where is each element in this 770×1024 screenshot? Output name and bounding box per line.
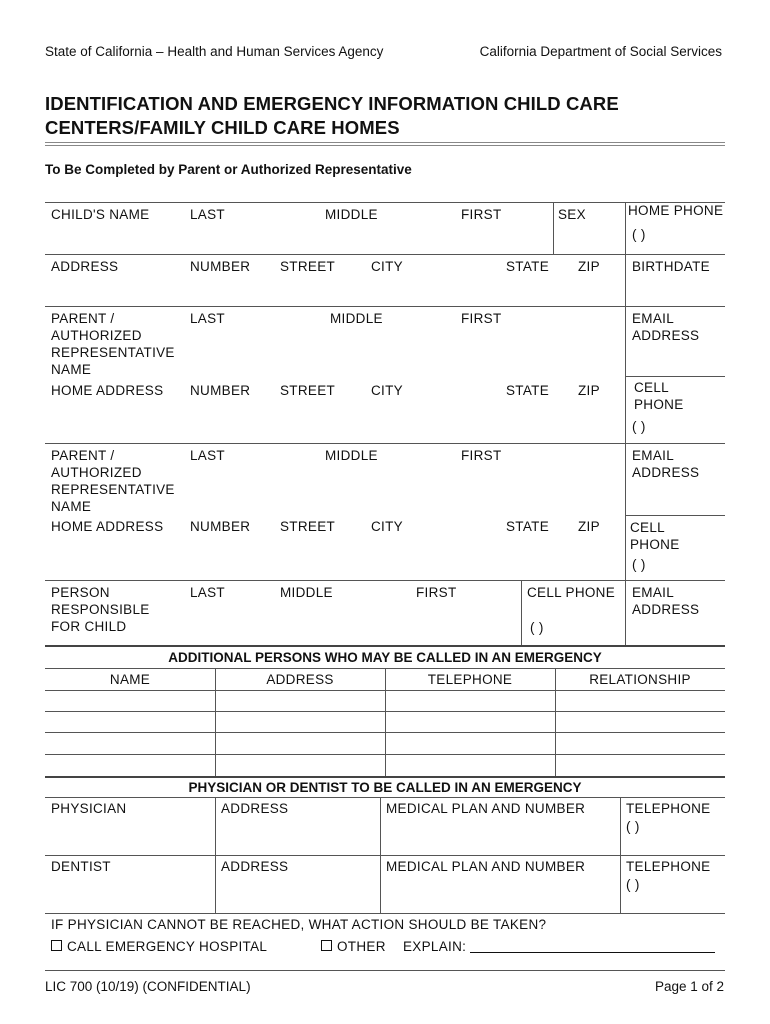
rule [45, 443, 725, 444]
parent2-last-label: LAST [190, 448, 225, 463]
rule [45, 776, 725, 778]
rule [45, 306, 725, 307]
dentist-medical-plan-label: MEDICAL PLAN AND NUMBER [386, 859, 586, 874]
parent1-middle-label: MIDDLE [330, 311, 383, 326]
physician-telephone-area[interactable]: ( ) [626, 819, 640, 834]
rule [215, 668, 216, 776]
parent1-city-label: CITY [371, 383, 403, 398]
parent2-cell-phone-label: CELL PHONE [630, 520, 680, 552]
parent2-city-label: CITY [371, 519, 403, 534]
rule [385, 668, 386, 776]
parent2-middle-label: MIDDLE [325, 448, 378, 463]
child-home-phone-area[interactable]: ( ) [632, 227, 646, 242]
parent2-first-label: FIRST [461, 448, 502, 463]
parent1-first-label: FIRST [461, 311, 502, 326]
parent2-state-label: STATE [506, 519, 550, 534]
responsible-middle-label: MIDDLE [280, 585, 333, 600]
physician-label: PHYSICIAN [51, 801, 127, 816]
parent2-cell-phone-area[interactable]: ( ) [632, 557, 646, 572]
parent1-last-label: LAST [190, 311, 225, 326]
emergency-row[interactable] [45, 690, 725, 691]
rule [45, 855, 725, 856]
child-first-label: FIRST [461, 207, 502, 222]
physician-telephone-label: TELEPHONE [626, 801, 711, 816]
parent2-street-label: STREET [280, 519, 336, 534]
rule [45, 202, 450, 203]
other-checkbox[interactable] [321, 940, 332, 951]
action-question: IF PHYSICIAN CANNOT BE REACHED, WHAT ACTION SHOULD BE TAKEN? [51, 917, 547, 932]
form-subtitle: To Be Completed by Parent or Authorized Representative [45, 162, 412, 177]
physician-heading: PHYSICIAN OR DENTIST TO BE CALLED IN AN EMERGENCY [188, 780, 582, 795]
parent1-home-address-label: HOME ADDRESS [51, 383, 164, 398]
call-hospital-checkbox[interactable] [51, 940, 62, 951]
call-hospital-option[interactable] [51, 938, 267, 955]
form-title: IDENTIFICATION AND EMERGENCY INFORMATION CHILD CARE CENTERS/FAMILY CHILD CARE HOMES [45, 93, 619, 138]
emergency-col-telephone: TELEPHONE [427, 672, 513, 687]
child-state-label: STATE [506, 259, 550, 274]
agency-header: State of California – Health and Human Services Agency [45, 44, 384, 59]
child-last-label: LAST [190, 207, 225, 222]
child-address-label: ADDRESS [51, 259, 119, 274]
rule [555, 668, 556, 776]
parent2-email-label: EMAIL ADDRESS [632, 448, 700, 480]
rule [521, 580, 522, 645]
dentist-telephone-label: TELEPHONE [626, 859, 711, 874]
rule [45, 913, 725, 914]
child-home-phone-label: HOME PHONE [628, 203, 724, 218]
parent1-street-label: STREET [280, 383, 336, 398]
rule [45, 970, 725, 971]
emergency-row[interactable] [45, 754, 725, 755]
responsible-cell-phone-label: CELL PHONE [527, 585, 616, 600]
rule [625, 515, 725, 516]
responsible-email-label: EMAIL ADDRESS [632, 585, 700, 617]
explain-label: EXPLAIN: [403, 939, 467, 954]
form-id: LIC 700 (10/19) (CONFIDENTIAL) [45, 979, 251, 994]
parent1-number-label: NUMBER [190, 383, 251, 398]
other-label: OTHER [337, 939, 386, 954]
dentist-address-label: ADDRESS [221, 859, 289, 874]
child-sex-label: SEX [558, 207, 586, 222]
explain-field[interactable] [403, 938, 715, 955]
responsible-first-label: FIRST [416, 585, 457, 600]
rule [45, 645, 725, 647]
parent2-name-label: PARENT / AUTHORIZED REPRESENTATIVE NAME [51, 448, 175, 514]
department-header: California Department of Social Services [479, 44, 722, 59]
parent1-zip-label: ZIP [578, 383, 600, 398]
rule [45, 797, 725, 798]
rule [45, 254, 725, 255]
emergency-row[interactable] [45, 732, 725, 733]
child-street-label: STREET [280, 259, 336, 274]
parent1-email-label: EMAIL ADDRESS [632, 311, 700, 343]
title-rule [45, 142, 725, 143]
child-city-label: CITY [371, 259, 403, 274]
responsible-label: PERSON RESPONSIBLE FOR CHILD [51, 585, 150, 634]
parent2-number-label: NUMBER [190, 519, 251, 534]
emergency-col-relationship: RELATIONSHIP [589, 672, 691, 687]
responsible-cell-phone-area[interactable]: ( ) [530, 620, 544, 635]
emergency-row[interactable] [45, 711, 725, 712]
child-number-label: NUMBER [190, 259, 251, 274]
rule [553, 202, 554, 254]
child-middle-label: MIDDLE [325, 207, 378, 222]
rule [625, 376, 725, 377]
child-birthdate-label: BIRTHDATE [632, 259, 710, 274]
responsible-last-label: LAST [190, 585, 225, 600]
rule [45, 580, 725, 581]
parent1-name-label: PARENT / AUTHORIZED REPRESENTATIVE NAME [51, 311, 175, 377]
physician-address-label: ADDRESS [221, 801, 289, 816]
rule [625, 202, 626, 645]
dentist-label: DENTIST [51, 859, 111, 874]
child-zip-label: ZIP [578, 259, 600, 274]
parent2-home-address-label: HOME ADDRESS [51, 519, 164, 534]
physician-medical-plan-label: MEDICAL PLAN AND NUMBER [386, 801, 586, 816]
explain-line[interactable] [470, 940, 715, 953]
call-hospital-label: CALL EMERGENCY HOSPITAL [67, 939, 268, 954]
page-number: Page 1 of 2 [654, 979, 724, 994]
parent1-cell-phone-label: CELL PHONE [634, 380, 684, 412]
dentist-telephone-area[interactable]: ( ) [626, 877, 640, 892]
title-rule-2 [45, 145, 725, 146]
emergency-col-address: ADDRESS [266, 672, 334, 687]
emergency-heading: ADDITIONAL PERSONS WHO MAY BE CALLED IN AN EMERGENCY [168, 650, 602, 665]
other-option[interactable] [321, 938, 386, 955]
child-name-label: CHILD'S NAME [51, 207, 150, 222]
emergency-col-name: NAME [109, 672, 151, 687]
parent2-zip-label: ZIP [578, 519, 600, 534]
parent1-cell-phone-area[interactable]: ( ) [632, 419, 646, 434]
parent1-state-label: STATE [506, 383, 550, 398]
